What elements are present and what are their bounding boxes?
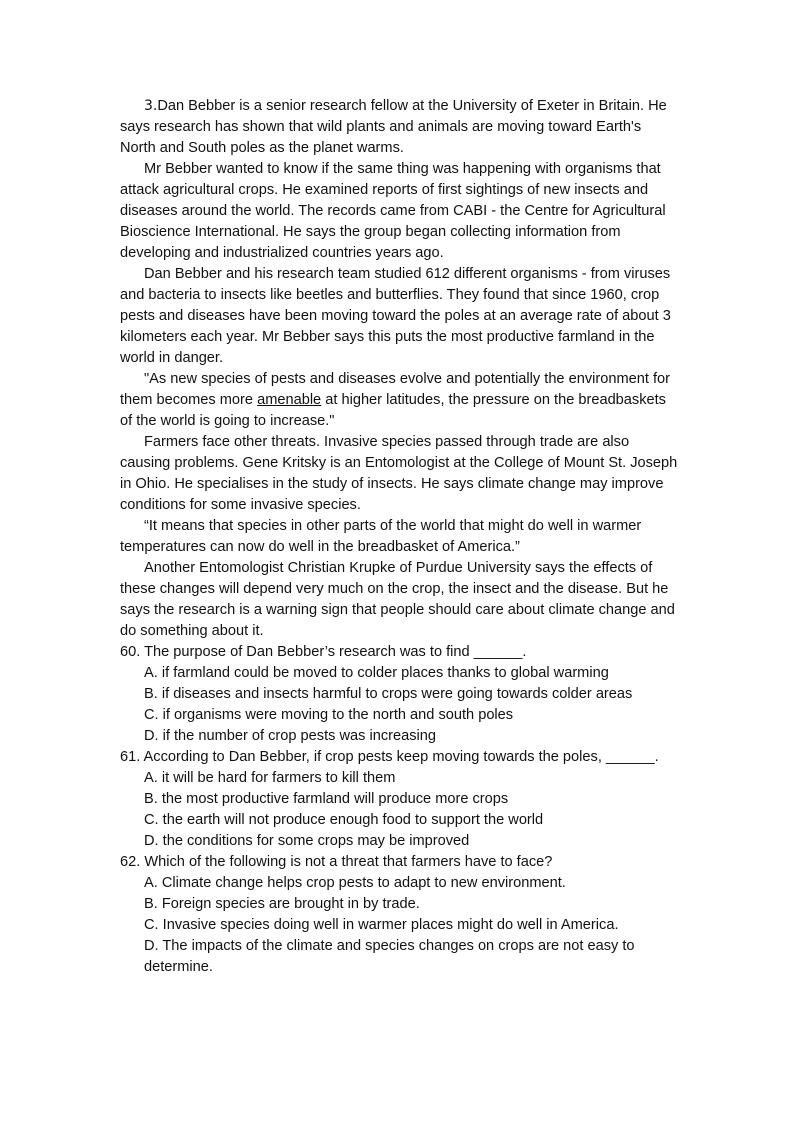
option-list — [120, 873, 680, 978]
passage-paragraph-5: Farmers face other threats. Invasive species passed through trade are also causing problems. Gene Kritsky is an Entomologist at the College of Mount St. Joseph in Ohio. He specialises in the study of insects. He says climate change may improve conditions for some invasive species. — [120, 434, 678, 513]
question-stem: 60. The purpose of Dan Bebber’s research was to find ______. — [120, 644, 527, 660]
option-d: D. The impacts of the climate and species changes on crops are not easy to determine. — [144, 938, 635, 975]
question-62 — [120, 852, 680, 978]
question-60 — [120, 642, 680, 747]
option-list — [120, 663, 680, 747]
question-61 — [120, 747, 680, 852]
passage-paragraph-1 — [120, 96, 680, 159]
option-b: B. if diseases and insects harmful to crops were going towards colder areas — [144, 686, 633, 702]
passage-paragraph-7: Another Entomologist Christian Krupke of Purdue University says the effects of these changes will depend very much on the crop, the insect and the disease. But he says the research is a warning sign that people should care about climate change and do something about it. — [120, 560, 675, 639]
passage-paragraph-2: Mr Bebber wanted to know if the same thing was happening with organisms that attack agricultural crops. He examined reports of first sightings of new insects and diseases around the world. The records came from CABI - the Centre for Agricultural Bioscience International. He says the group began collecting information from developing and industrialized countries years ago. — [120, 161, 666, 261]
option-a: A. Climate change helps crop pests to adapt to new environment. — [144, 875, 566, 891]
passage-paragraph-4 — [120, 369, 680, 432]
quote-text-before: "As new species of pests and diseases evolve and potentially the environment for them becomes more — [120, 371, 670, 408]
option-a: A. it will be hard for farmers to kill them — [144, 770, 396, 786]
passage-number: 3. — [144, 98, 158, 114]
option-c: C. if organisms were moving to the north and south poles — [144, 707, 514, 723]
option-c: C. Invasive species doing well in warmer places might do well in America. — [144, 917, 619, 933]
underlined-word: amenable — [257, 392, 322, 408]
passage-paragraph-6: “It means that species in other parts of the world that might do well in warmer temperatures can now do well in the breadbasket of America.” — [120, 518, 642, 555]
quote-text-after: at higher latitudes, the pressure on the breadbaskets of the world is going to increase." — [120, 392, 666, 429]
option-c: C. the earth will not produce enough food to support the world — [144, 812, 544, 828]
passage-paragraph-3: Dan Bebber and his research team studied 612 different organisms - from viruses and bacteria to insects like beetles and butterflies. They found that since 1960, crop pests and diseases have been moving toward the poles at an average rate of about 3 kilometers each year. Mr Bebber says this puts the most productive farmland in the world in danger. — [120, 266, 671, 366]
passage-paragraph-1-text: Dan Bebber is a senior research fellow at the University of Exeter in Britain. He says research has shown that wild plants and animals are moving toward Earth's North and South poles as the planet warms. — [120, 98, 667, 156]
option-b: B. the most productive farmland will produce more crops — [144, 791, 509, 807]
option-a: A. if farmland could be moved to colder places thanks to global warming — [144, 665, 609, 681]
question-stem: 62. Which of the following is not a threat that farmers have to face? — [120, 854, 553, 870]
question-stem: 61. According to Dan Bebber, if crop pests keep moving towards the poles, ______. — [120, 749, 659, 765]
document-page — [120, 96, 680, 978]
option-d: D. if the number of crop pests was increasing — [144, 728, 437, 744]
option-b: B. Foreign species are brought in by trade. — [144, 896, 420, 912]
option-list — [120, 768, 680, 852]
option-d: D. the conditions for some crops may be improved — [144, 833, 470, 849]
